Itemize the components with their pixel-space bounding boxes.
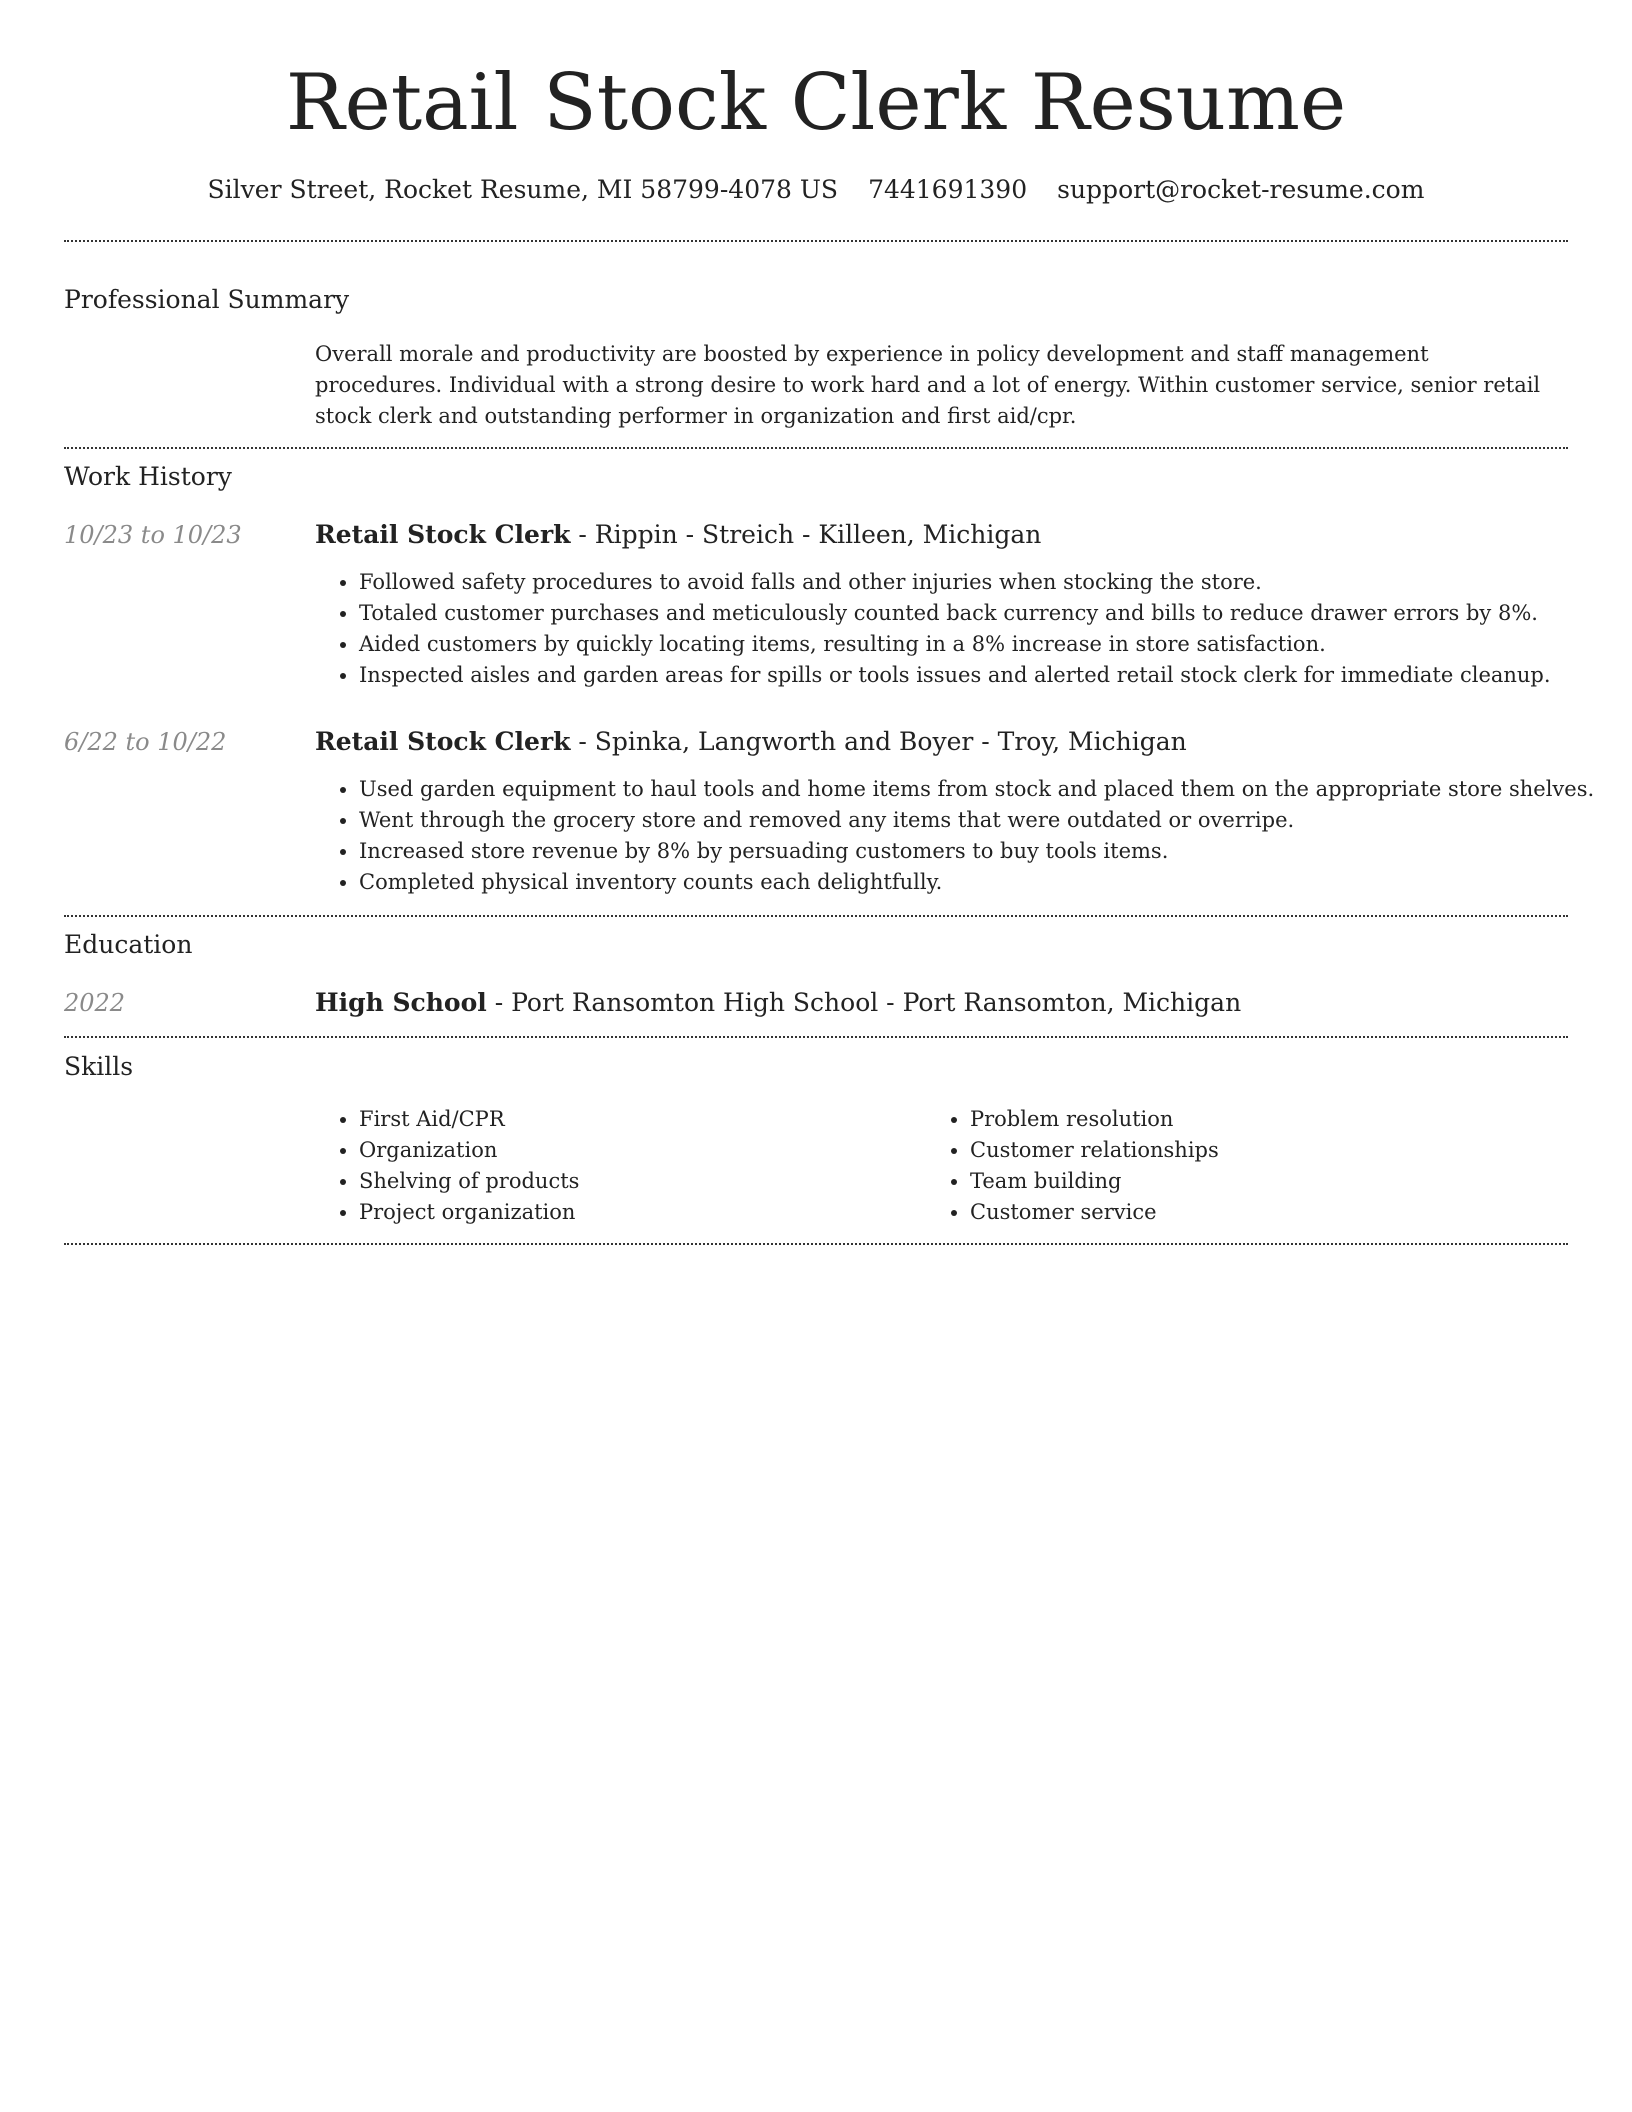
list-item: • Followed safety procedures to avoid falls and other injuries when stocking the store. [359,567,1609,598]
summary-heading: Professional Summary [64,285,350,314]
job-employer-location: - Spinka, Langworth and Boyer - Troy, Michigan [570,727,1187,756]
job-position: Retail Stock Clerk [315,727,571,756]
divider [64,240,1568,242]
education-heading: Education [64,930,193,959]
divider [64,915,1568,917]
divider [64,447,1568,449]
job-position: Retail Stock Clerk [315,520,571,549]
list-item: • Shelving of products [359,1166,919,1197]
contact-line [0,170,1632,210]
job-bullets [315,774,1609,898]
job-dates: 6/22 to 10/22 [64,728,227,756]
job-employer-location: - Rippin - Streich - Killeen, Michigan [570,520,1042,549]
skills-list-right [926,1104,1570,1228]
summary-text: Overall morale and productivity are boosted by experience in policy development and staff management procedures. Individual with a strong desire to work hard and a lot of energy. Within customer service, senior retail stock clerk and outstanding performer in organization and first aid/cpr. [315,342,1541,428]
list-item: • Inspected aisles and garden areas for spills or tools issues and alerted retail stock clerk for immediate cleanup. [359,660,1609,691]
education-school-location: - Port Ransomton High School - Port Ransomton, Michigan [486,988,1242,1017]
job-bullets [315,567,1609,691]
list-item: • Completed physical inventory counts each delightfully. [359,867,1609,898]
list-item: • Customer service [970,1197,1570,1228]
job-title-line [315,724,1187,760]
list-item: • Went through the grocery store and removed any items that were outdated or overripe. [359,805,1609,836]
skills-list-left [315,1104,919,1228]
contact-email: support@rocket-resume.com [1057,175,1425,204]
education-degree: High School [315,988,487,1017]
education-line [315,985,1241,1021]
list-item: • Organization [359,1135,919,1166]
list-item: • Team building [970,1166,1570,1197]
list-item: • Used garden equipment to haul tools and home items from stock and placed them on the appropriate store shelves. [359,774,1609,805]
list-item: • Problem resolution [970,1104,1570,1135]
job-dates: 10/23 to 10/23 [64,521,242,549]
list-item: • First Aid/CPR [359,1104,919,1135]
job-title-line [315,517,1041,553]
education-year: 2022 [64,989,126,1017]
list-item: • Aided customers by quickly locating items, resulting in a 8% increase in store satisfaction. [359,629,1609,660]
list-item: • Totaled customer purchases and meticulously counted back currency and bills to reduce drawer errors by 8%. [359,598,1609,629]
contact-address: Silver Street, Rocket Resume, MI 58799-4078 US [207,175,839,204]
resume-title: Retail Stock Clerk Resume [285,58,1347,148]
list-item: • Customer relationships [970,1135,1570,1166]
skills-heading: Skills [64,1052,134,1081]
divider [64,1036,1568,1038]
contact-phone: 7441691390 [868,175,1028,204]
work-history-heading: Work History [64,462,232,491]
list-item: • Increased store revenue by 8% by persuading customers to buy tools items. [359,836,1609,867]
divider [64,1243,1568,1245]
list-item: • Project organization [359,1197,919,1228]
